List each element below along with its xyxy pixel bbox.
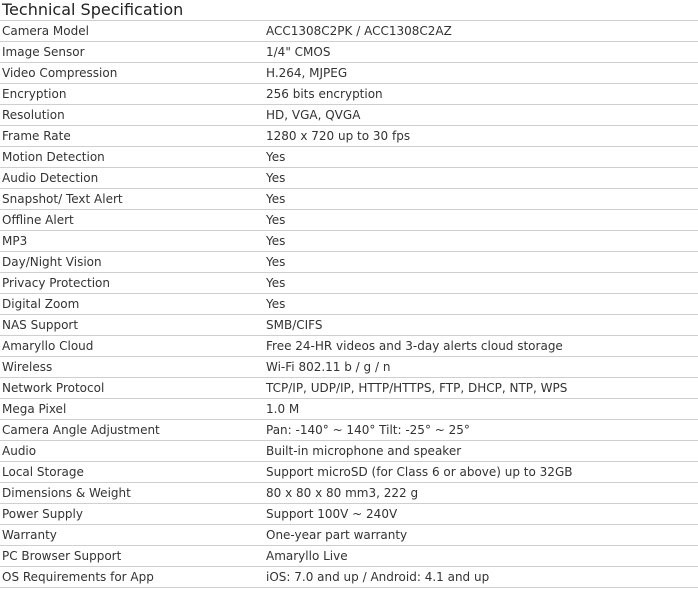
spec-label: Motion Detection bbox=[0, 147, 260, 168]
spec-label: NAS Support bbox=[0, 315, 260, 336]
spec-label: Camera Angle Adjustment bbox=[0, 420, 260, 441]
spec-row bbox=[0, 378, 698, 399]
spec-row bbox=[0, 315, 698, 336]
spec-row bbox=[0, 441, 698, 462]
spec-value: Free 24-HR videos and 3-day alerts cloud storage bbox=[260, 336, 698, 357]
spec-row bbox=[0, 126, 698, 147]
spec-row bbox=[0, 105, 698, 126]
spec-value: 256 bits encryption bbox=[260, 84, 698, 105]
spec-label: Resolution bbox=[0, 105, 260, 126]
spec-value: Yes bbox=[260, 147, 698, 168]
spec-value: ACC1308C2PK / ACC1308C2AZ bbox=[260, 21, 698, 42]
spec-row bbox=[0, 483, 698, 504]
spec-row bbox=[0, 63, 698, 84]
spec-value: Yes bbox=[260, 168, 698, 189]
spec-row bbox=[0, 210, 698, 231]
spec-label: Power Supply bbox=[0, 504, 260, 525]
spec-value: H.264, MJPEG bbox=[260, 63, 698, 84]
spec-row bbox=[0, 84, 698, 105]
spec-row bbox=[0, 294, 698, 315]
spec-row bbox=[0, 525, 698, 546]
spec-label: Local Storage bbox=[0, 462, 260, 483]
spec-value: Yes bbox=[260, 210, 698, 231]
spec-row bbox=[0, 546, 698, 567]
spec-value: Amaryllo Live bbox=[260, 546, 698, 567]
spec-row bbox=[0, 168, 698, 189]
spec-row bbox=[0, 189, 698, 210]
spec-row bbox=[0, 252, 698, 273]
spec-row bbox=[0, 462, 698, 483]
spec-label: Audio Detection bbox=[0, 168, 260, 189]
spec-value: One-year part warranty bbox=[260, 525, 698, 546]
spec-label: Image Sensor bbox=[0, 42, 260, 63]
spec-value: Yes bbox=[260, 252, 698, 273]
spec-value: Yes bbox=[260, 189, 698, 210]
spec-row bbox=[0, 357, 698, 378]
spec-label: Dimensions & Weight bbox=[0, 483, 260, 504]
spec-value: Yes bbox=[260, 231, 698, 252]
spec-row bbox=[0, 42, 698, 63]
spec-value: Built-in microphone and speaker bbox=[260, 441, 698, 462]
spec-value: Support microSD (for Class 6 or above) up to 32GB bbox=[260, 462, 698, 483]
spec-value: 80 x 80 x 80 mm3, 222 g bbox=[260, 483, 698, 504]
spec-row bbox=[0, 336, 698, 357]
spec-label: MP3 bbox=[0, 231, 260, 252]
spec-row bbox=[0, 399, 698, 420]
spec-table bbox=[0, 20, 698, 588]
spec-value: Yes bbox=[260, 273, 698, 294]
spec-label: Encryption bbox=[0, 84, 260, 105]
spec-label: Snapshot/ Text Alert bbox=[0, 189, 260, 210]
spec-label: Day/Night Vision bbox=[0, 252, 260, 273]
spec-row bbox=[0, 273, 698, 294]
spec-label: Wireless bbox=[0, 357, 260, 378]
spec-value: 1.0 M bbox=[260, 399, 698, 420]
spec-label: OS Requirements for App bbox=[0, 567, 260, 588]
spec-value: SMB/CIFS bbox=[260, 315, 698, 336]
spec-label: Digital Zoom bbox=[0, 294, 260, 315]
spec-row bbox=[0, 504, 698, 525]
spec-value: TCP/IP, UDP/IP, HTTP/HTTPS, FTP, DHCP, NTP, WPS bbox=[260, 378, 698, 399]
spec-value: 1280 x 720 up to 30 fps bbox=[260, 126, 698, 147]
spec-value: Pan: -140° ~ 140° Tilt: -25° ~ 25° bbox=[260, 420, 698, 441]
spec-label: Offline Alert bbox=[0, 210, 260, 231]
spec-value: 1/4" CMOS bbox=[260, 42, 698, 63]
spec-label: Mega Pixel bbox=[0, 399, 260, 420]
spec-row bbox=[0, 231, 698, 252]
spec-label: Video Compression bbox=[0, 63, 260, 84]
spec-row bbox=[0, 21, 698, 42]
spec-row bbox=[0, 420, 698, 441]
spec-label: Audio bbox=[0, 441, 260, 462]
spec-label: Network Protocol bbox=[0, 378, 260, 399]
spec-row bbox=[0, 147, 698, 168]
spec-label: Amaryllo Cloud bbox=[0, 336, 260, 357]
spec-value: Wi-Fi 802.11 b / g / n bbox=[260, 357, 698, 378]
spec-label: PC Browser Support bbox=[0, 546, 260, 567]
spec-value: Support 100V ~ 240V bbox=[260, 504, 698, 525]
spec-label: Privacy Protection bbox=[0, 273, 260, 294]
spec-value: iOS: 7.0 and up / Android: 4.1 and up bbox=[260, 567, 698, 588]
spec-label: Camera Model bbox=[0, 21, 260, 42]
spec-row bbox=[0, 567, 698, 588]
spec-label: Frame Rate bbox=[0, 126, 260, 147]
spec-value: Yes bbox=[260, 294, 698, 315]
spec-table-body bbox=[0, 21, 698, 588]
spec-label: Warranty bbox=[0, 525, 260, 546]
spec-value: HD, VGA, QVGA bbox=[260, 105, 698, 126]
page-title: Technical Specification bbox=[2, 0, 184, 19]
